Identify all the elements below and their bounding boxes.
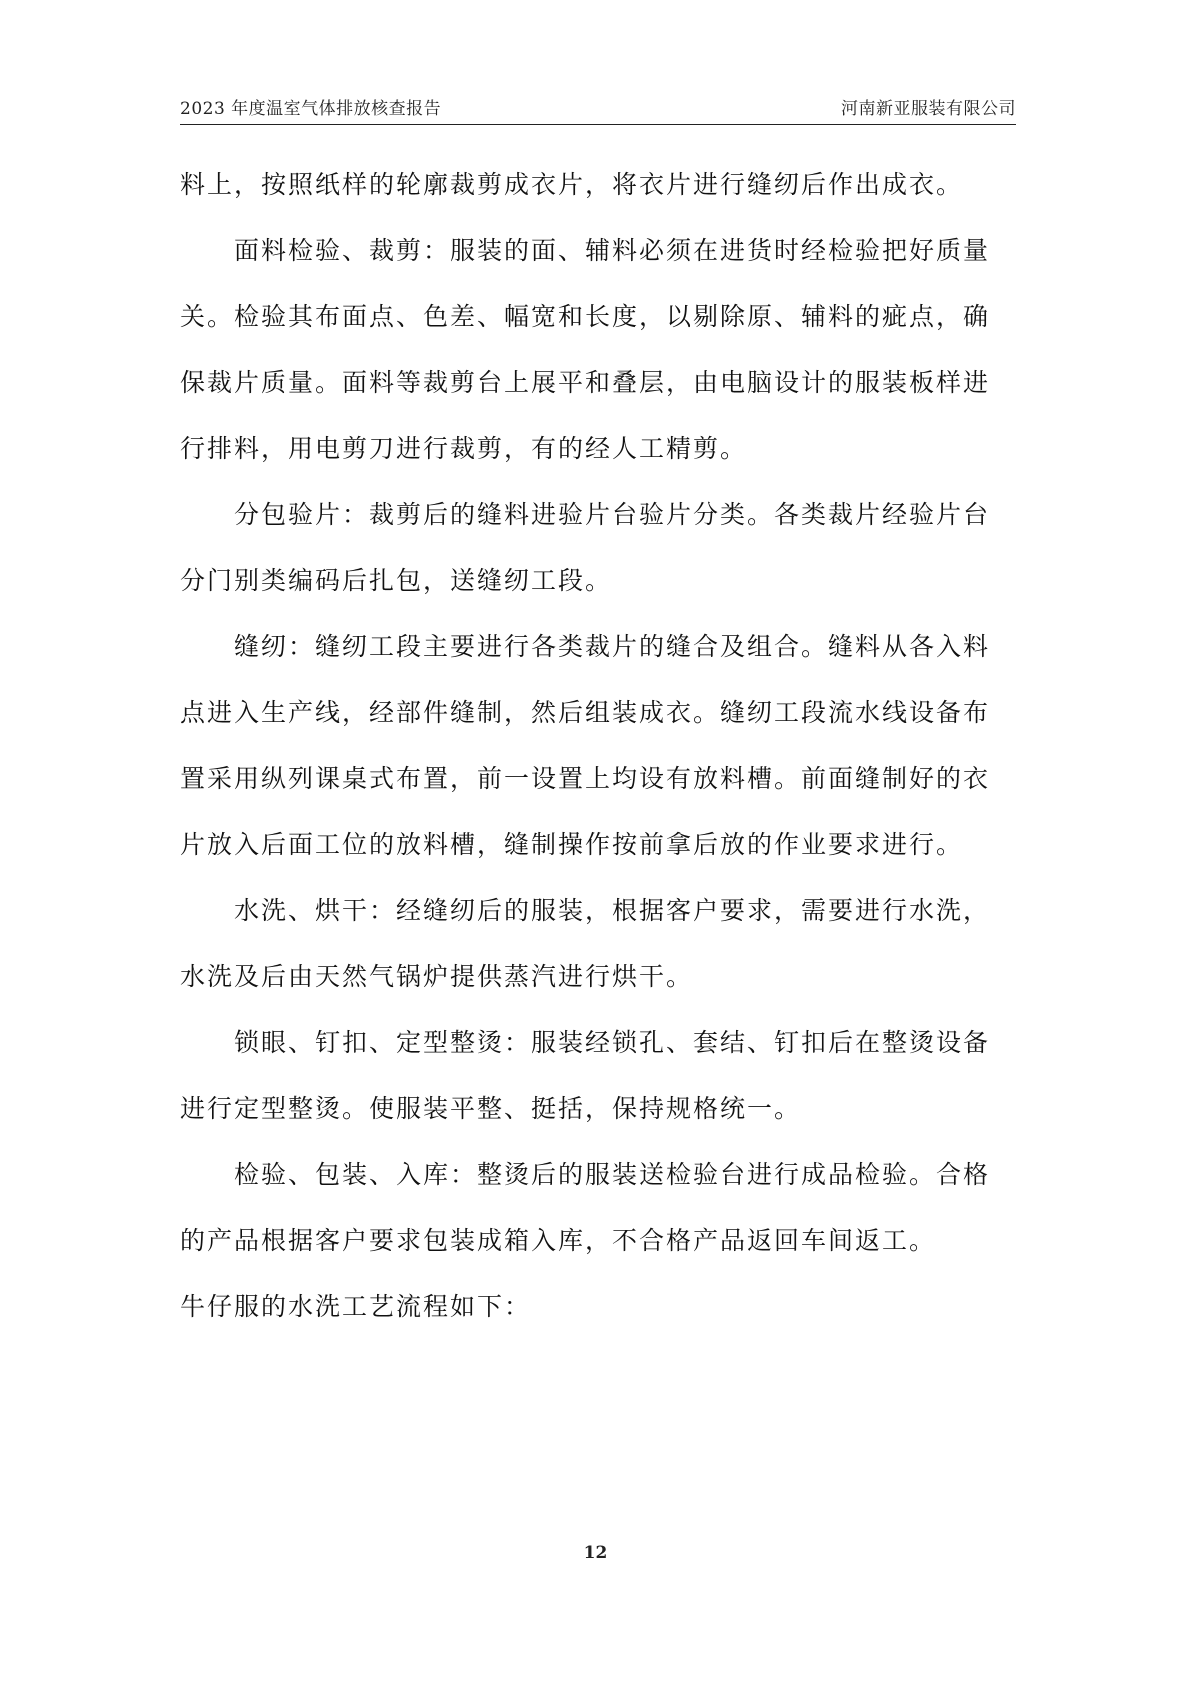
paragraph-fabric-inspection: 面料检验、裁剪：服装的面、辅料必须在进货时经检验把好质量 (234, 236, 991, 265)
paragraph-ironing: 锁眼、钉扣、定型整烫：服装经锁孔、套结、钉扣后在整烫设备 (234, 1028, 991, 1057)
text-line: 关。检验其布面点、色差、幅宽和长度，以剔除原、辅料的疵点，确 (180, 302, 991, 331)
text-line: 片放入后面工位的放料槽，缝制操作按前拿后放的作业要求进行。 (180, 830, 964, 859)
company-name: 河南新亚服装有限公司 (841, 99, 1016, 119)
text-line: 保裁片质量。面料等裁剪台上展平和叠层，由电脑设计的服装板样进 (180, 368, 991, 397)
text-line: 分门别类编码后扎包，送缝纫工段。 (180, 566, 613, 595)
text-line: 进行定型整烫。使服装平整、挺括，保持规格统一。 (180, 1094, 802, 1123)
paragraph-packaging: 检验、包装、入库：整烫后的服装送检验台进行成品检验。合格 (234, 1160, 991, 1189)
paragraph-sewing: 缝纫：缝纫工段主要进行各类裁片的缝合及组合。缝料从各入料 (234, 632, 991, 661)
paragraph-sorting: 分包验片：裁剪后的缝料进验片台验片分类。各类裁片经验片台 (234, 500, 991, 529)
text-line: 牛仔服的水洗工艺流程如下： (180, 1292, 532, 1321)
text-line: 点进入生产线，经部件缝制，然后组装成衣。缝纫工段流水线设备布 (180, 698, 991, 727)
page-number: 12 (583, 1543, 608, 1563)
document-body (180, 152, 1016, 1340)
page-header (180, 98, 1016, 125)
text-line: 置采用纵列课桌式布置，前一设置上均设有放料槽。前面缝制好的衣 (180, 764, 991, 793)
text-line: 料上，按照纸样的轮廓裁剪成衣片，将衣片进行缝纫后作出成衣。 (180, 170, 964, 199)
text-line: 行排料，用电剪刀进行裁剪，有的经人工精剪。 (180, 434, 748, 463)
paragraph-washing: 水洗、烘干：经缝纫后的服装，根据客户要求，需要进行水洗， (234, 896, 991, 925)
report-title: 2023 年度温室气体排放核查报告 (180, 99, 442, 119)
text-line: 的产品根据客户要求包装成箱入库，不合格产品返回车间返工。 (180, 1226, 937, 1255)
text-line: 水洗及后由天然气锅炉提供蒸汽进行烘干。 (180, 962, 694, 991)
